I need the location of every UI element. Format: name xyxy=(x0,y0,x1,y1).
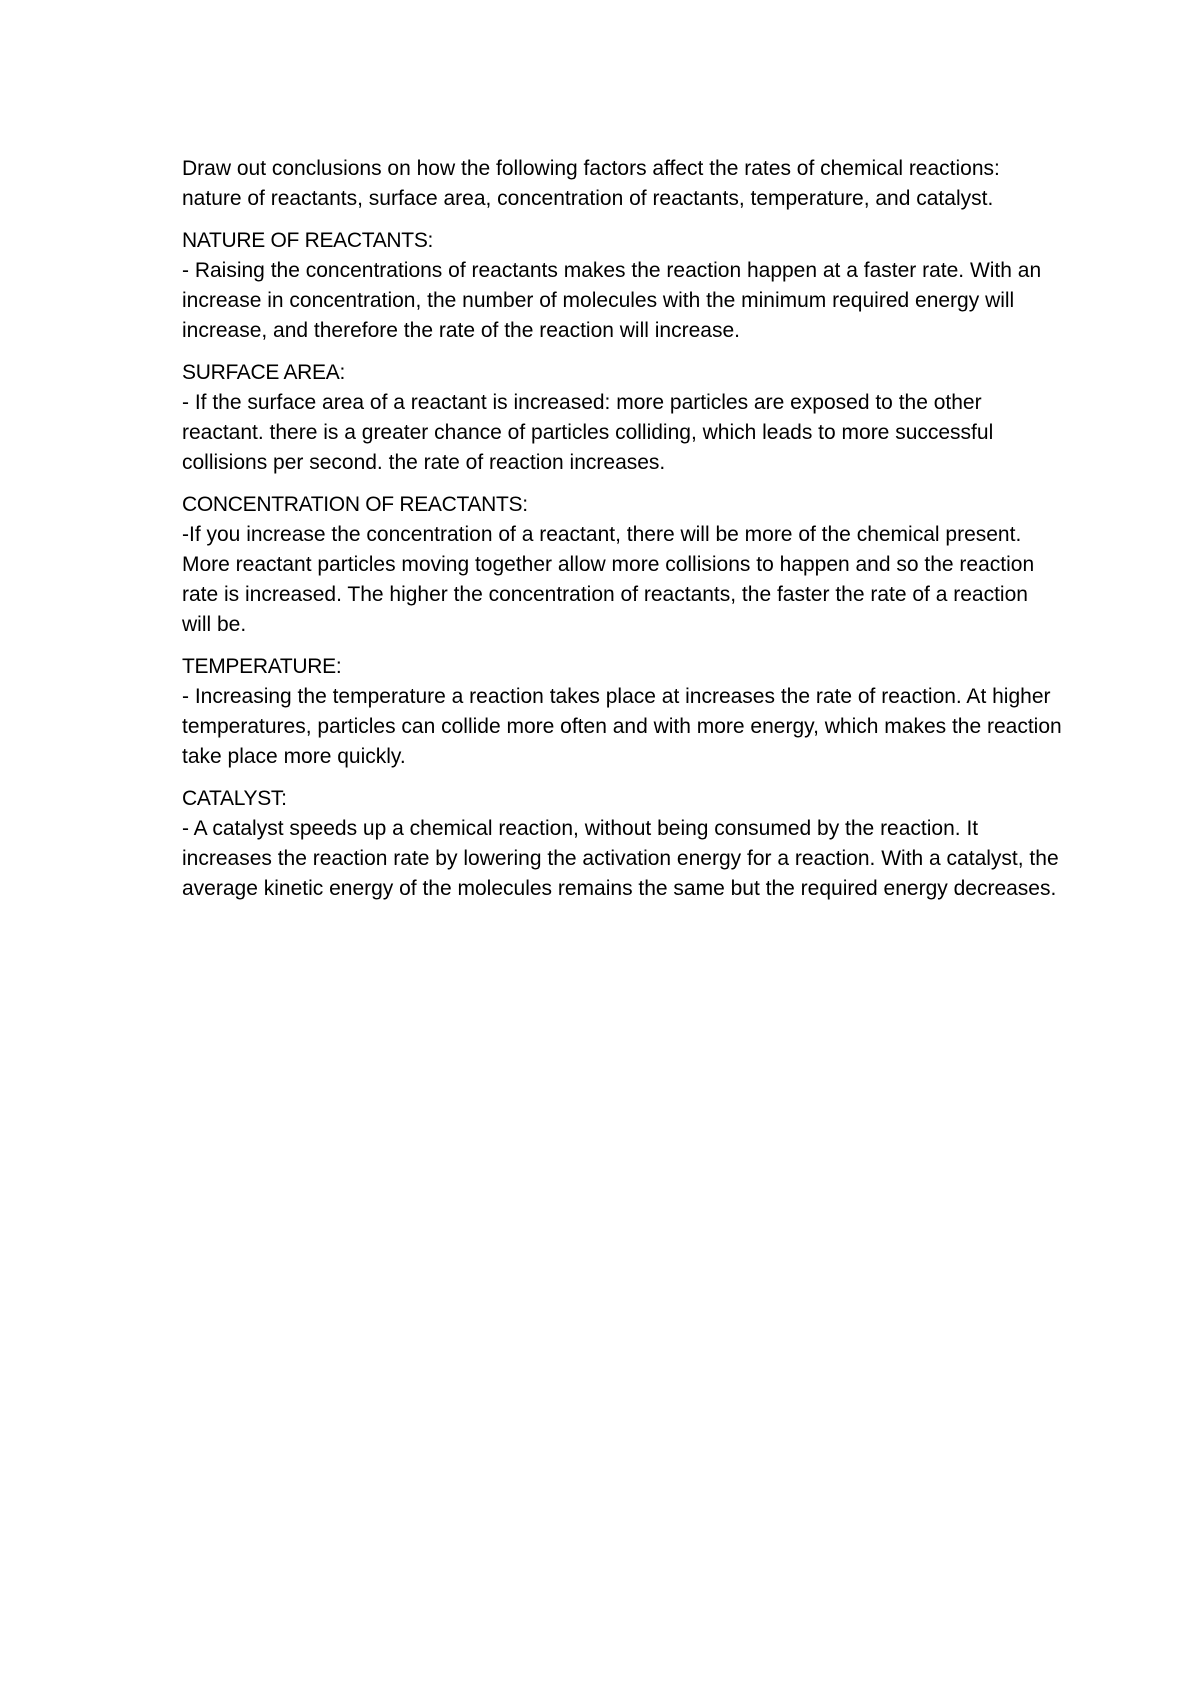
document-content xyxy=(182,154,1062,916)
section-nature-of-reactants xyxy=(182,226,1062,346)
section-body: -If you increase the concentration of a reactant, there will be more of the chemical present. More reactant particles moving together allow more collisions to happen and so the reaction rate is increased. The higher the concentration of reactants, the faster the rate of a reaction will be. xyxy=(182,523,1035,636)
section-heading: CATALYST: xyxy=(182,787,287,810)
section-body: - If the surface area of a reactant is increased: more particles are exposed to the other reactant. there is a greater chance of particles colliding, which leads to more successful collisions per second. the rate of reaction increases. xyxy=(182,391,994,474)
section-surface-area xyxy=(182,358,1062,478)
section-heading: CONCENTRATION OF REACTANTS: xyxy=(182,493,528,516)
section-concentration-of-reactants xyxy=(182,490,1062,640)
section-heading: NATURE OF REACTANTS: xyxy=(182,229,434,252)
section-catalyst xyxy=(182,784,1062,904)
section-body: - Increasing the temperature a reaction takes place at increases the rate of reaction. At higher temperatures, particles can collide more often and with more energy, which makes the reaction take place more quickly. xyxy=(182,685,1062,768)
section-temperature xyxy=(182,652,1062,772)
section-heading: SURFACE AREA: xyxy=(182,361,345,384)
section-heading: TEMPERATURE: xyxy=(182,655,342,678)
intro-paragraph: Draw out conclusions on how the following factors affect the rates of chemical reactions: nature of reactants, surface area, concentration of reactants, temperature, and catalyst. xyxy=(182,157,1000,210)
section-body: - Raising the concentrations of reactants makes the reaction happen at a faster rate. With an increase in concentration, the number of molecules with the minimum required energy will increase, and therefore the rate of the reaction will increase. xyxy=(182,259,1042,342)
section-body: - A catalyst speeds up a chemical reaction, without being consumed by the reaction. It increases the reaction rate by lowering the activation energy for a reaction. With a catalyst, the average kinetic energy of the molecules remains the same but the required energy decreases. xyxy=(182,817,1059,900)
